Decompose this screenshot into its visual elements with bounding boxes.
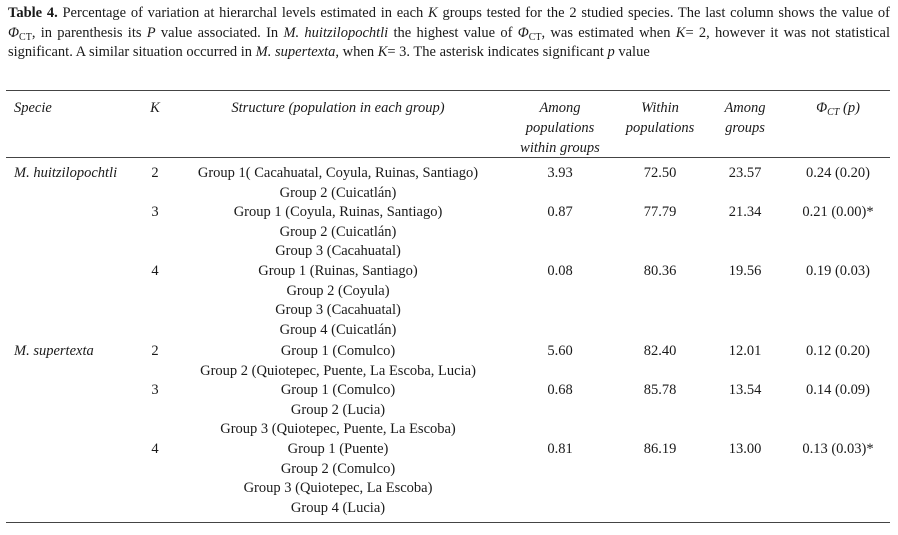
row-4-structure: Group 1 (Comulco) Group 2 (Quiotepec, Puente, La Escoba, Lucia) — [200, 343, 476, 379]
row-5-within-pop: 85.78 — [643, 382, 677, 398]
row-3-structure: Group 1 (Ruinas, Santiago) Group 2 (Coyula) Group 3 (Cacahuatal) Group 4 (Cuicatlán) — [258, 263, 418, 338]
header-phi-ct: $\Phi_{CT}$ (p) — [816, 100, 860, 118]
header-among-populations: Among populations within groups — [520, 100, 600, 156]
row-3-among-pop: 0.08 — [547, 263, 573, 279]
row-2-structure: Group 1 (Coyula, Ruinas, Santiago) Group 2 (Cuicatlán) Group 3 (Cacahuatal) — [233, 204, 443, 260]
row-6-within-pop: 86.19 — [643, 441, 677, 457]
header-structure: Structure (population in each group) — [231, 100, 445, 116]
table-bottom-rule — [6, 522, 890, 523]
row-3-k: 4 — [151, 263, 159, 279]
row-1-specie: M. huitzilopochtli — [14, 165, 118, 181]
row-4-k: 2 — [151, 343, 159, 359]
row-5-among-groups: 13.54 — [728, 382, 762, 398]
row-1-phi: 0.24 (0.20) — [805, 165, 871, 181]
row-6-structure: Group 1 (Puente) Group 2 (Comulco) Group 3 (Quiotepec, La Escoba) Group 4 (Lucia) — [243, 441, 433, 516]
row-3-within-pop: 80.36 — [643, 263, 677, 279]
row-1-among-groups: 23.57 — [728, 165, 762, 181]
row-2-within-pop: 77.79 — [643, 204, 677, 220]
row-3-among-groups: 19.56 — [728, 263, 762, 279]
row-5-phi: 0.14 (0.09) — [805, 382, 871, 398]
row-2-among-pop: 0.87 — [547, 204, 573, 220]
row-4-phi: 0.12 (0.20) — [805, 343, 871, 359]
table-top-rule — [6, 90, 890, 91]
row-4-within-pop: 82.40 — [643, 343, 677, 359]
row-3-phi: 0.19 (0.03) — [805, 263, 871, 279]
table-label: Table 4. — [8, 5, 58, 21]
row-1-structure: Group 1( Cacahuatal, Coyula, Ruinas, Santiago) Group 2 (Cuicatlán) — [197, 165, 479, 201]
row-1-within-pop: 72.50 — [643, 165, 677, 181]
row-1-among-pop: 3.93 — [547, 165, 573, 181]
row-4-among-groups: 12.01 — [728, 343, 762, 359]
row-2-among-groups: 21.34 — [728, 204, 762, 220]
header-within-populations: Within populations — [625, 100, 695, 136]
table-caption: Table 4. Percentage of variation at hierarchal levels estimated in each K groups tested for the 2 studied species. The last column shows the value of $\Phi_{CT}$, in parenthesis its P value associated. In M. huitzilopochtli the highest value of $\Phi_{CT}$, was estimated when K= 2, however it was not statistical significant. A similar situation occurred in M. supertexta, when K= 3. The asterisk indicates significant p value — [8, 5, 890, 60]
row-4-among-pop: 5.60 — [547, 343, 573, 359]
row-2-phi: 0.21 (0.00)* — [802, 204, 874, 220]
table-header-rule — [6, 157, 890, 158]
header-among-groups: Among groups — [724, 100, 766, 136]
header-k: K — [150, 100, 160, 116]
row-4-specie: M. supertexta — [14, 343, 94, 359]
row-6-among-groups: 13.00 — [728, 441, 762, 457]
row-5-structure: Group 1 (Comulco) Group 2 (Lucia) Group 3 (Quiotepec, Puente, La Escoba) — [220, 382, 456, 438]
row-6-phi: 0.13 (0.03)* — [802, 441, 874, 457]
row-1-k: 2 — [151, 165, 159, 181]
row-6-k: 4 — [151, 441, 159, 457]
row-2-k: 3 — [151, 204, 159, 220]
row-6-among-pop: 0.81 — [547, 441, 573, 457]
row-5-among-pop: 0.68 — [547, 382, 573, 398]
row-5-k: 3 — [151, 382, 159, 398]
header-specie: Specie — [14, 100, 52, 116]
